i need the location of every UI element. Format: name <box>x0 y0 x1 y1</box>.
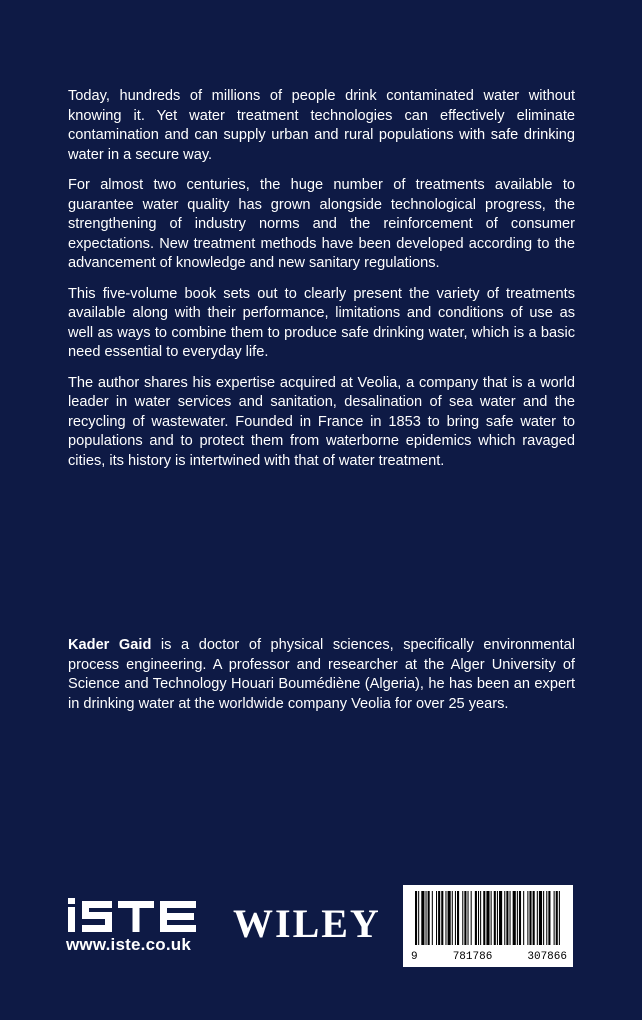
barcode-bar <box>513 891 516 945</box>
barcode-bar <box>432 891 433 945</box>
blurb-paragraph-3: This five-volume book sets out to clearly present the variety of treatments available along with their performance, limitations and conditions of use as well as ways to combine them to produce safe drinking water, which is a basic need essential to everyday life. <box>68 285 575 360</box>
author-bio-body: is a doctor of physical sciences, specifically environmental process engineering. A professor and researcher at the Alger University of Science and Technology Houari Boumédiène (Algeria), he has been an expert in drinking water at the worldwide company Veolia for over 25 years. <box>68 637 576 712</box>
iste-logo <box>68 898 202 932</box>
barcode-bar <box>462 891 463 945</box>
barcode-bar <box>475 891 477 945</box>
barcode-bar <box>499 891 502 945</box>
isbn-barcode <box>403 885 573 967</box>
barcode-digit-group-2: 781786 <box>452 951 493 963</box>
barcode-bar <box>504 891 505 945</box>
barcode-bar <box>548 891 550 945</box>
barcode-bar <box>445 891 446 945</box>
barcode-bar <box>421 891 424 945</box>
barcode-bar <box>494 891 496 945</box>
back-cover-blurb <box>68 87 575 482</box>
blurb-paragraph-4: The author shares his expertise acquired at Veolia, a company that is a world leader in water services and sanitation, desalination of sea water and the recycling of wastewater. Founded in France in 1853 to bring safe water to populations and to protect them from waterborne epidemics which ravaged cities, its history is intertwined with that of water treatment. <box>68 374 575 469</box>
barcode-bar <box>478 891 479 945</box>
barcode-bar <box>554 891 555 945</box>
barcode-bar <box>480 891 481 945</box>
barcode-bar <box>448 891 451 945</box>
barcode-bar <box>556 891 558 945</box>
blurb-paragraph-1: Today, hundreds of millions of people drink contaminated water without knowing it. Yet water treatment technologies can effectively eliminate contamination and can supply urban and rural populations with safe drinking water in a secure way. <box>68 88 575 163</box>
barcode-bar <box>418 891 419 945</box>
barcode-bar <box>517 891 518 945</box>
barcode-bar <box>527 891 528 945</box>
barcode-bar <box>415 891 417 945</box>
barcode-bar <box>452 891 453 945</box>
barcode-bar <box>533 891 535 945</box>
barcode-bar <box>471 891 472 945</box>
barcode-bar <box>546 891 547 945</box>
wiley-logo: WILEY <box>233 901 381 946</box>
barcode-bar <box>483 891 485 945</box>
barcode-bar <box>468 891 469 945</box>
author-name: Kader Gaid <box>68 637 152 653</box>
barcode-bar <box>455 891 456 945</box>
barcode-digits <box>411 951 567 963</box>
barcode-bar <box>486 891 489 945</box>
barcode-bar <box>523 891 524 945</box>
barcode-bar <box>464 891 466 945</box>
barcode-bar <box>559 891 560 945</box>
barcode-bar <box>506 891 508 945</box>
barcode-bar <box>510 891 511 945</box>
author-bio <box>68 636 575 714</box>
barcode-bar <box>519 891 521 945</box>
iste-url: www.iste.co.uk <box>66 935 191 954</box>
barcode-bar <box>543 891 544 945</box>
barcode-bar <box>529 891 531 945</box>
barcode-bar <box>426 891 427 945</box>
barcode-bar <box>497 891 498 945</box>
barcode-digit-group-3: 307866 <box>527 951 567 963</box>
iste-logo-mark <box>68 898 202 932</box>
barcode-bar <box>537 891 538 945</box>
barcode-bar <box>438 891 440 945</box>
barcode-bars <box>413 891 563 945</box>
barcode-digit-group-1: 9 <box>411 951 418 963</box>
barcode-bar <box>491 891 492 945</box>
barcode-bar <box>539 891 542 945</box>
barcode-bar <box>457 891 459 945</box>
barcode-bar <box>436 891 437 945</box>
blurb-paragraph-2: For almost two centuries, the huge number of treatments available to guarantee water quality has grown alongside technological progress, the strengthening of industry norms and the reinforcement of consumer expectations. New treatment methods have been developed according to the advancement of knowledge and new sanitary regulations. <box>68 177 575 271</box>
barcode-bar <box>441 891 443 945</box>
barcode-bar <box>428 891 430 945</box>
author-bio-text <box>68 636 575 714</box>
